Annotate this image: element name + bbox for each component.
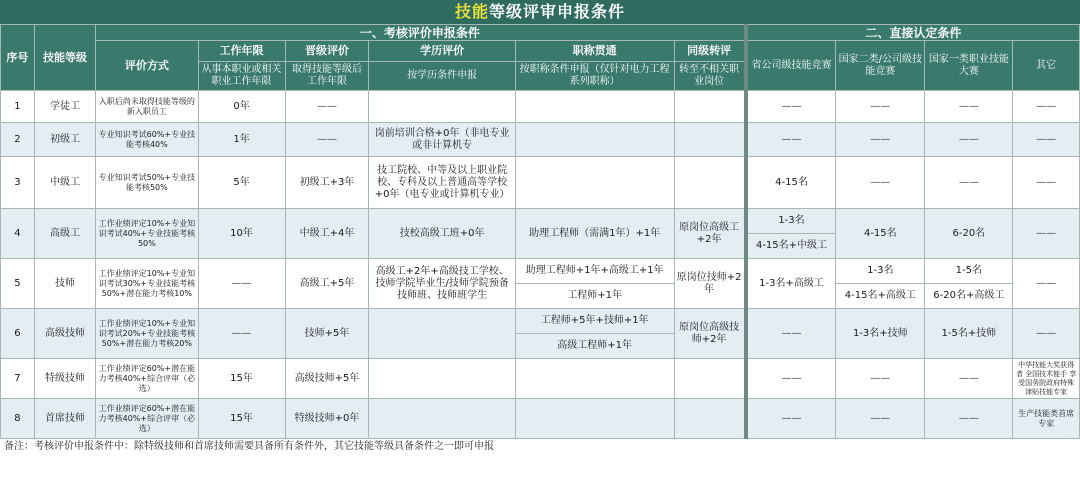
cell-seq: 8	[1, 399, 35, 439]
cell-transfer	[674, 359, 746, 399]
table-row	[1, 123, 1080, 157]
cell-national1: ——	[925, 91, 1013, 123]
cell-transfer	[674, 91, 746, 123]
cell-promotion: ——	[285, 91, 369, 123]
cell-seq: 1	[1, 91, 35, 123]
cell-national2: 1-3名+技师	[836, 309, 925, 359]
cell-transfer	[674, 157, 746, 209]
table-row	[1, 359, 1080, 399]
cell-seq: 3	[1, 157, 35, 209]
cell-national2-b: 4-15名+高级工	[836, 284, 925, 309]
cell-method: 专业知识考试50%+专业技能考核50%	[96, 157, 198, 209]
table-row	[1, 157, 1080, 209]
cell-seq: 7	[1, 359, 35, 399]
cell-provincial: ——	[746, 123, 836, 157]
cell-national2: 4-15名	[836, 209, 925, 259]
header-title-link-sub: 按职称条件申报（仅针对电力工程系列职称）	[515, 62, 674, 91]
title-rest: 等级评审申报条件	[489, 2, 626, 21]
cell-method: 工作业绩评定10%+专业知识考试30%+专业技能考核50%+潜在能力考核10%	[96, 259, 198, 309]
cell-education: 技工院校、中等及以上职业院校、专科及以上普通高等学校+0年（电专业或计算机专业）	[369, 157, 515, 209]
cell-level: 技师	[34, 259, 95, 309]
title-highlight: 技能	[454, 2, 489, 21]
cell-seq: 4	[1, 209, 35, 259]
cell-national1-b: 6-20名+高级工	[925, 284, 1013, 309]
header-national1: 国家一类职业技能大赛	[925, 41, 1013, 91]
header-seq: 序号	[1, 25, 35, 91]
table-row	[1, 309, 1080, 334]
cell-title-link-a: 助理工程师+1年+高级工+1年	[515, 259, 674, 284]
cell-title-link-a: 工程师+5年+技师+1年	[515, 309, 674, 334]
cell-promotion: ——	[285, 123, 369, 157]
cell-promotion: 特级技师+0年	[285, 399, 369, 439]
cell-promotion: 中级工+4年	[285, 209, 369, 259]
cell-promotion: 高级工+5年	[285, 259, 369, 309]
cell-years: ——	[198, 309, 285, 359]
cell-transfer: 原岗位技师+2年	[674, 259, 746, 309]
cell-education	[369, 91, 515, 123]
cell-provincial-a: 1-3名	[746, 209, 836, 234]
cell-method: 工作业绩评定60%+潜在能力考核40%+综合评审（必选）	[96, 399, 198, 439]
cell-promotion: 高级技师+5年	[285, 359, 369, 399]
cell-other: ——	[1013, 157, 1080, 209]
header-method: 评价方式	[96, 41, 198, 91]
cell-title-link	[515, 359, 674, 399]
cell-level: 特级技师	[34, 359, 95, 399]
table-row	[1, 91, 1080, 123]
cell-national2: ——	[836, 399, 925, 439]
cell-other: ——	[1013, 309, 1080, 359]
header-work-years-sub: 从事本职业或相关职业工作年限	[198, 62, 285, 91]
cell-seq: 5	[1, 259, 35, 309]
cell-years: ——	[198, 259, 285, 309]
cell-national2-a: 1-3名	[836, 259, 925, 284]
cell-seq: 6	[1, 309, 35, 359]
cell-method: 工作业绩评定10%+专业知识考试40%+专业技能考核50%	[96, 209, 198, 259]
header-national2: 国家二类/公司级技能竞赛	[836, 41, 925, 91]
cell-years: 1年	[198, 123, 285, 157]
cell-title-link	[515, 399, 674, 439]
header-transfer-sub: 转至不相关职业岗位	[674, 62, 746, 91]
cell-years: 5年	[198, 157, 285, 209]
cell-provincial: ——	[746, 399, 836, 439]
cell-title-link	[515, 123, 674, 157]
cell-other: ——	[1013, 123, 1080, 157]
cell-level: 高级工	[34, 209, 95, 259]
cell-title-link-b: 高级工程师+1年	[515, 334, 674, 359]
cell-title-link-b: 工程师+1年	[515, 284, 674, 309]
cell-education: 技校高级工班+0年	[369, 209, 515, 259]
cell-education: 高级工+2年+高级技工学校、技师学院毕业生/技师学院预备技师班、技师班学生	[369, 259, 515, 309]
cell-national1: ——	[925, 399, 1013, 439]
header-promotion: 晋级评价	[285, 41, 369, 62]
cell-method: 入职后尚未取得技能等级的新入职员工	[96, 91, 198, 123]
cell-promotion: 技师+5年	[285, 309, 369, 359]
cell-education	[369, 309, 515, 359]
cell-years: 0年	[198, 91, 285, 123]
cell-national1: ——	[925, 123, 1013, 157]
cell-transfer: 原岗位高级工+2年	[674, 209, 746, 259]
cell-method: 专业知识考试60%+专业技能考核40%	[96, 123, 198, 157]
cell-national1: ——	[925, 157, 1013, 209]
cell-transfer	[674, 123, 746, 157]
header-transfer: 同级转评	[674, 41, 746, 62]
cell-provincial: ——	[746, 91, 836, 123]
cell-other: 生产技能类首席专家	[1013, 399, 1080, 439]
header-level: 技能等级	[34, 25, 95, 91]
cell-national2: ——	[836, 91, 925, 123]
table-row	[1, 209, 1080, 234]
cell-level: 首席技师	[34, 399, 95, 439]
header-education: 学历评价	[369, 41, 515, 62]
footnote: 备注：考核评价申报条件中：除特级技师和首席技师需要具备所有条件外，其它技能等级具备条件之一即可申报	[0, 439, 1080, 455]
cell-level: 高级技师	[34, 309, 95, 359]
cell-provincial-b: 4-15名+中级工	[746, 234, 836, 259]
cell-national1: ——	[925, 359, 1013, 399]
cell-seq: 2	[1, 123, 35, 157]
cell-national1: 6-20名	[925, 209, 1013, 259]
cell-national2: ——	[836, 359, 925, 399]
cell-level: 初级工	[34, 123, 95, 157]
requirements-table	[0, 24, 1080, 439]
cell-years: 15年	[198, 399, 285, 439]
cell-level: 中级工	[34, 157, 95, 209]
header-promotion-sub: 取得技能等级后工作年限	[285, 62, 369, 91]
cell-title-link: 助理工程师（需满1年）+1年	[515, 209, 674, 259]
cell-national2: ——	[836, 157, 925, 209]
cell-national1-a: 1-5名	[925, 259, 1013, 284]
table-row	[1, 259, 1080, 284]
cell-method: 工作业绩评定60%+潜在能力考核40%+综合评审（必选）	[96, 359, 198, 399]
cell-title-link	[515, 91, 674, 123]
cell-education	[369, 399, 515, 439]
cell-national2: ——	[836, 123, 925, 157]
cell-transfer	[674, 399, 746, 439]
cell-other: 中华技能大奖获得者 全国技术能手 享受国务院政府特殊津贴技能专家	[1013, 359, 1080, 399]
cell-other: ——	[1013, 259, 1080, 309]
cell-method: 工作业绩评定10%+专业知识考试20%+专业技能考核50%+潜在能力考核20%	[96, 309, 198, 359]
table-row	[1, 399, 1080, 439]
cell-promotion: 初级工+3年	[285, 157, 369, 209]
cell-education	[369, 359, 515, 399]
cell-other: ——	[1013, 209, 1080, 259]
cell-national1: 1-5名+技师	[925, 309, 1013, 359]
cell-years: 10年	[198, 209, 285, 259]
header-section1: 一、考核评价申报条件	[96, 25, 746, 41]
cell-years: 15年	[198, 359, 285, 399]
cell-education: 岗前培训合格+0年（非电专业或非计算机专	[369, 123, 515, 157]
cell-provincial: ——	[746, 309, 836, 359]
header-other: 其它	[1013, 41, 1080, 91]
page-title	[0, 0, 1080, 24]
cell-other: ——	[1013, 91, 1080, 123]
cell-title-link	[515, 157, 674, 209]
header-provincial: 省公司级技能竞赛	[746, 41, 836, 91]
header-title-link: 职称贯通	[515, 41, 674, 62]
header-section2: 二、直接认定条件	[746, 25, 1080, 41]
cell-provincial: 1-3名+高级工	[746, 259, 836, 309]
header-education-sub: 按学历条件申报	[369, 62, 515, 91]
cell-transfer: 原岗位高级技师+2年	[674, 309, 746, 359]
cell-provincial: 4-15名	[746, 157, 836, 209]
cell-level: 学徒工	[34, 91, 95, 123]
header-work-years: 工作年限	[198, 41, 285, 62]
cell-provincial: ——	[746, 359, 836, 399]
